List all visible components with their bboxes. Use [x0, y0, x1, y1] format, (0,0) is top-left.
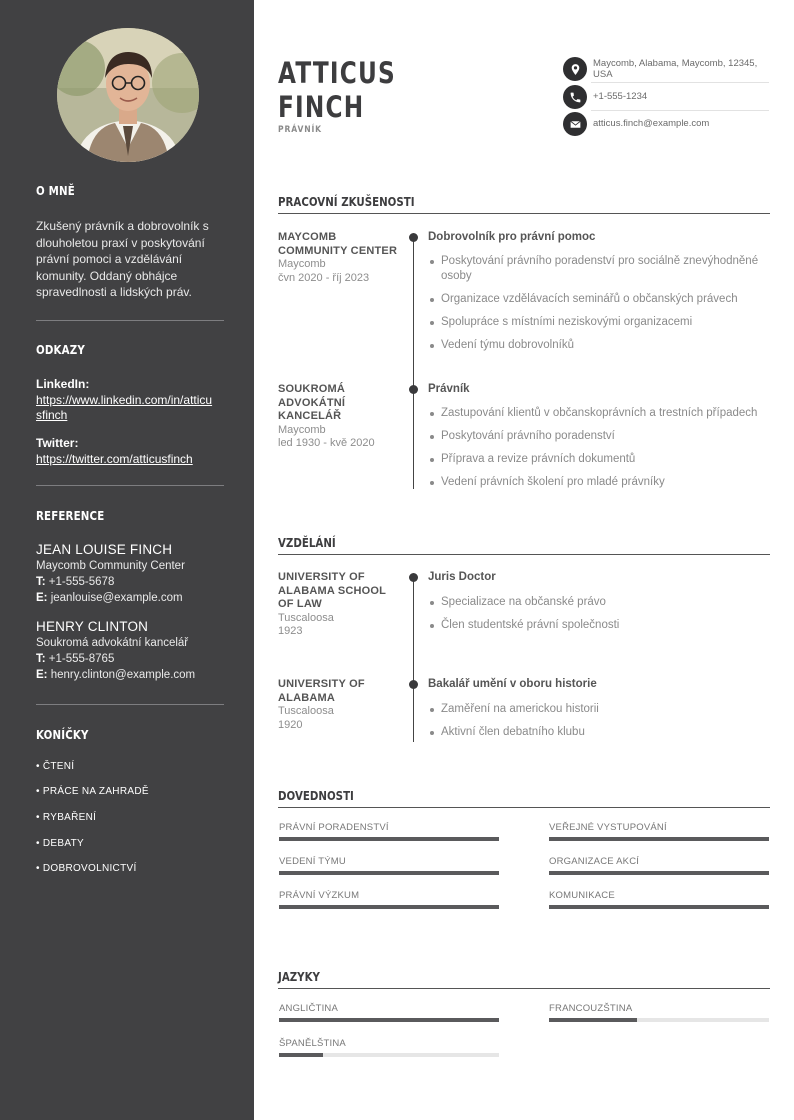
sidebar [0, 0, 254, 1120]
list-item: Vedení týmu dobrovolníků [428, 338, 770, 353]
dates: 1920 [278, 718, 303, 731]
profile-photo [57, 28, 199, 162]
hobbies-heading: KONÍČKY [36, 727, 89, 742]
about-text: Zkušený právník a dobrovolník s dlouholetou praxí v poskytování právní pomoci a vzdělávání komunity. Oddaný obhájce spravedlnosti a lidských práv. [36, 219, 209, 299]
education-heading: VZDĚLÁNÍ [278, 535, 336, 550]
degree-title: Bakalář umění v oboru historie [428, 678, 597, 690]
location: Tuscaloosa [278, 611, 334, 624]
skill-item [549, 822, 769, 841]
phone-prefix: T: [36, 576, 46, 588]
portrait-image [57, 28, 199, 162]
reference-name: JEAN LOUISE FINCH [36, 542, 173, 557]
skill-name: VEŘEJNÉ VYSTUPOVÁNÍ [549, 822, 667, 833]
language-bar-track [279, 1053, 499, 1057]
link-linkedin [36, 376, 214, 423]
school: UNIVERSITY OF ALABAMA [278, 678, 365, 704]
skill-bar-track [549, 837, 769, 841]
education-details-list [428, 595, 770, 641]
degree-title: Juris Doctor [428, 571, 496, 583]
contact-phone [563, 85, 769, 109]
education-entry-meta [278, 571, 398, 639]
about-heading: O MNĚ [36, 183, 75, 198]
skill-item [549, 890, 769, 909]
skill-item [279, 856, 499, 875]
skill-bar-fill [279, 905, 499, 909]
timeline-dot [409, 385, 418, 394]
skill-bar-fill [549, 871, 769, 875]
skill-bar-fill [279, 871, 499, 875]
reference-org: Soukromá advokátní kancelář [36, 637, 189, 649]
section-rule [278, 213, 770, 214]
phone-icon [563, 85, 587, 109]
link-label: Twitter: [36, 436, 79, 450]
list-item: Zaměření na americkou historii [428, 702, 770, 717]
list-item: Zastupování klientů v občanskoprávních a trestních případech [428, 406, 770, 421]
organization: SOUKROMÁ ADVOKÁTNÍ KANCELÁŘ [278, 383, 346, 422]
skill-name: ORGANIZACE AKCÍ [549, 856, 640, 867]
email-text[interactable]: atticus.finch@example.com [593, 118, 710, 130]
hobby-item: • DEBATY [36, 838, 84, 849]
reference-org: Maycomb Community Center [36, 560, 185, 572]
contact-address [563, 57, 769, 81]
organization: MAYCOMB COMMUNITY CENTER [278, 231, 398, 257]
education-entry-meta [278, 678, 398, 732]
list-item: Vedení právních školení pro mladé právníky [428, 475, 770, 490]
contact-email [563, 112, 769, 136]
language-bar-fill [279, 1053, 323, 1057]
location: Maycomb [278, 423, 326, 436]
twitter-link[interactable]: https://twitter.com/atticusfinch [36, 451, 193, 466]
reference-email: henry.clinton@example.com [50, 669, 196, 681]
language-bar-track [279, 1018, 499, 1022]
reference-item [36, 618, 214, 683]
experience-entry-meta [278, 383, 398, 451]
list-item: Aktivní člen debatního klubu [428, 725, 770, 740]
skill-item [279, 822, 499, 841]
skill-name: KOMUNIKACE [549, 890, 615, 901]
language-bar-track [549, 1018, 769, 1022]
last-name: FINCH [278, 90, 365, 124]
list-item: Organizace vzdělávacích seminářů o občanských právech [428, 292, 770, 307]
reference-name: HENRY CLINTON [36, 619, 149, 634]
hobby-item: • PRÁCE NA ZAHRADĚ [36, 786, 149, 797]
references-heading: REFERENCE [36, 508, 105, 523]
list-item: Specializace na občanské právo [428, 595, 770, 610]
school: UNIVERSITY OF ALABAMA SCHOOL OF LAW [278, 571, 386, 610]
responsibilities-list [428, 406, 770, 498]
hobby-item: • RYBAŘENÍ [36, 812, 97, 823]
position-title: Právník [428, 383, 470, 395]
language-name: ANGLIČTINA [279, 1003, 339, 1014]
section-rule [278, 807, 770, 808]
skill-name: PRÁVNÍ VÝZKUM [279, 890, 360, 901]
experience-heading: PRACOVNÍ ZKUŠENOSTI [278, 194, 415, 209]
position-title: Dobrovolník pro právní pomoc [428, 231, 596, 243]
phone-text[interactable]: +1-555-1234 [593, 91, 648, 103]
language-bar-fill [549, 1018, 637, 1022]
skill-name: PRÁVNÍ PORADENSTVÍ [279, 822, 389, 833]
section-rule [278, 988, 770, 989]
dates: led 1930 - kvě 2020 [278, 437, 375, 449]
person-name [278, 56, 396, 124]
divider [36, 704, 224, 705]
link-label: LinkedIn: [36, 377, 90, 391]
list-item: Příprava a revize právních dokumentů [428, 452, 770, 467]
skill-item [279, 890, 499, 909]
languages-heading: JAZYKY [278, 969, 320, 984]
skill-bar-fill [549, 905, 769, 909]
language-item [279, 1003, 499, 1022]
skill-bar-fill [549, 837, 769, 841]
timeline-dot [409, 680, 418, 689]
dates: 1923 [278, 625, 303, 637]
linkedin-link[interactable]: https://www.linkedin.com/in/atticusfinch [36, 392, 213, 422]
responsibilities-list [428, 254, 770, 361]
job-title: PRÁVNÍK [278, 125, 322, 135]
timeline-line [413, 577, 414, 742]
email-prefix: E: [36, 669, 48, 681]
language-item [549, 1003, 769, 1022]
address-text: Maycomb, Alabama, Maycomb, 12345, USA [593, 57, 758, 80]
skill-bar-track [279, 871, 499, 875]
reference-phone: +1-555-8765 [48, 653, 115, 665]
list-item: Spolupráce s místními neziskovými organizacemi [428, 315, 770, 330]
phone-prefix: T: [36, 653, 46, 665]
timeline-line [413, 237, 414, 489]
hobby-item: • ČTENÍ [36, 761, 75, 772]
language-name: ŠPANĚLŠTINA [279, 1038, 346, 1049]
language-name: FRANCOUZŠTINA [549, 1003, 633, 1014]
language-item [279, 1038, 499, 1057]
skills-heading: DOVEDNOSTI [278, 788, 354, 803]
list-item: Poskytování právního poradenství pro sociálně znevýhodněné osoby [428, 254, 770, 284]
divider [591, 82, 769, 83]
location: Tuscaloosa [278, 705, 334, 717]
skill-bar-track [279, 905, 499, 909]
skill-bar-track [549, 905, 769, 909]
hobby-item: • DOBROVOLNICTVÍ [36, 863, 137, 874]
reference-email: jeanlouise@example.com [50, 592, 183, 604]
email-prefix: E: [36, 592, 48, 604]
divider [36, 320, 224, 321]
link-twitter [36, 435, 214, 467]
links-heading: ODKAZY [36, 342, 85, 357]
first-name: ATTICUS [278, 56, 396, 90]
language-bar-fill [279, 1018, 499, 1022]
reference-item [36, 541, 214, 606]
dates: čvn 2020 - říj 2023 [278, 271, 370, 284]
divider [591, 110, 769, 111]
skill-bar-track [549, 871, 769, 875]
skill-bar-track [279, 837, 499, 841]
section-rule [278, 554, 770, 555]
location: Maycomb [278, 258, 326, 270]
list-item: Poskytování právního poradenství [428, 429, 770, 444]
location-pin-icon [563, 57, 587, 81]
education-details-list [428, 702, 770, 748]
skill-item [549, 856, 769, 875]
divider [36, 485, 224, 486]
timeline-dot [409, 573, 418, 582]
experience-entry-meta [278, 231, 398, 285]
reference-phone: +1-555-5678 [48, 576, 115, 588]
email-icon [563, 112, 587, 136]
skill-bar-fill [279, 837, 499, 841]
list-item: Člen studentské právní společnosti [428, 618, 770, 633]
skill-name: VEDENÍ TÝMU [279, 856, 346, 867]
timeline-dot [409, 233, 418, 242]
